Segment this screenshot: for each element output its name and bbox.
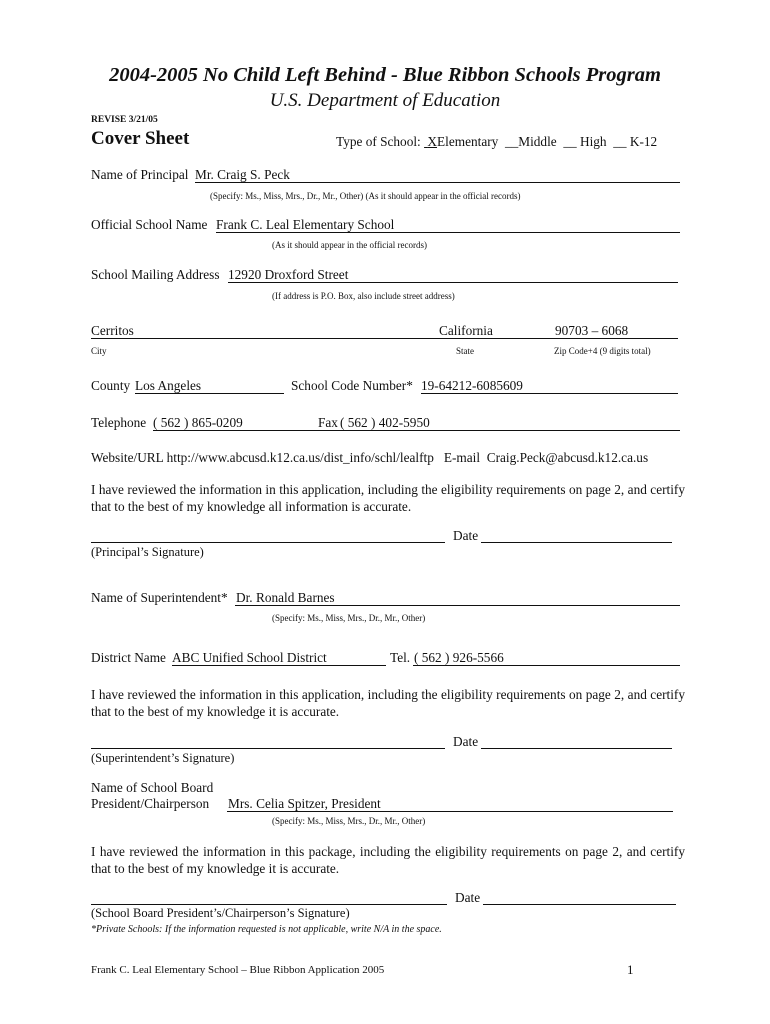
district-tel-label: Tel. xyxy=(390,650,411,665)
school-code-label: School Code Number* xyxy=(291,378,413,393)
district-field[interactable]: ABC Unified School District xyxy=(172,650,327,665)
superintendent-certification-text: I have reviewed the information in this application, including the eligibility requirements on page 2, and certify that to the best of my knowledge it is accurate. xyxy=(91,687,685,719)
district-label: District Name xyxy=(91,650,166,665)
mailing-address-label: School Mailing Address xyxy=(91,267,220,282)
superintendent-date-field[interactable] xyxy=(481,748,672,749)
superintendent-signature-label: (Superintendent’s Signature) xyxy=(91,751,235,765)
high-label: High xyxy=(579,134,607,149)
board-date-label: Date xyxy=(455,890,481,905)
school-name-field[interactable]: Frank C. Leal Elementary School xyxy=(216,217,395,232)
principal-date-field[interactable] xyxy=(481,542,672,543)
superintendent-label: Name of Superintendent* xyxy=(91,590,228,605)
telephone-field[interactable]: ( 562 ) 865-0209 xyxy=(153,415,243,430)
website-row xyxy=(91,450,648,466)
principal-label: Name of Principal xyxy=(91,167,189,182)
school-code-field[interactable]: 19-64212-6085609 xyxy=(421,378,523,393)
website-label: Website/URL xyxy=(91,450,164,465)
superintendent-field[interactable]: Dr. Ronald Barnes xyxy=(236,590,335,605)
city-label: City xyxy=(91,346,107,356)
private-schools-note: *Private Schools: If the information requested is not applicable, write N/A in the space. xyxy=(91,924,442,935)
principal-date-label: Date xyxy=(453,528,479,543)
board-president-field[interactable]: Mrs. Celia Spitzer, President xyxy=(228,796,381,811)
board-date-field[interactable] xyxy=(483,904,676,905)
zip-label: Zip Code+4 (9 digits total) xyxy=(554,346,651,356)
board-hint: (Specify: Ms., Miss, Mrs., Dr., Mr., Other) xyxy=(272,816,426,826)
principal-hint: (Specify: Ms., Miss, Mrs., Dr., Mr., Other) (As it should appear in the official records) xyxy=(210,191,521,201)
board-certification-text: I have reviewed the information in this package, including the eligibility requirements on page 2, and certify that to the best of my knowledge it is accurate. xyxy=(91,844,685,876)
superintendent-signature-field[interactable] xyxy=(91,748,445,749)
principal-signature-label: (Principal’s Signature) xyxy=(91,545,204,559)
middle-checkbox[interactable]: __ xyxy=(504,134,519,149)
middle-label: Middle xyxy=(518,134,557,149)
department-subtitle: U.S. Department of Education xyxy=(269,90,501,111)
fax-label: Fax xyxy=(318,415,338,430)
school-type-label: Type of School: xyxy=(336,134,421,149)
mailing-hint: (If address is P.O. Box, also include street address) xyxy=(272,291,455,301)
city-field[interactable]: Cerritos xyxy=(91,323,134,338)
elementary-checkbox[interactable]: X xyxy=(427,134,438,149)
board-signature-label: (School Board President’s/Chairperson’s Signature) xyxy=(91,906,350,920)
county-label: County xyxy=(91,378,131,393)
elementary-label: Elementary xyxy=(437,134,499,149)
school-name-label: Official School Name xyxy=(91,217,208,232)
k12-checkbox[interactable]: __ xyxy=(613,134,627,149)
mailing-address-field[interactable]: 12920 Droxford Street xyxy=(228,267,349,282)
school-type-row xyxy=(336,134,657,150)
footer-text: Frank C. Leal Elementary School – Blue Ribbon Application 2005 xyxy=(91,964,385,976)
board-signature-field[interactable] xyxy=(91,904,447,905)
k12-label: K-12 xyxy=(629,134,658,149)
fax-field[interactable]: ( 562 ) 402-5950 xyxy=(340,415,430,430)
revise-date: REVISE 3/21/05 xyxy=(91,115,158,125)
principal-field[interactable]: Mr. Craig S. Peck xyxy=(195,167,290,182)
high-checkbox[interactable]: __ xyxy=(563,134,577,149)
county-field[interactable]: Los Angeles xyxy=(135,378,202,393)
principal-certification-text: I have reviewed the information in this application, including the eligibility requirements on page 2, and certify that to the best of my knowledge all information is accurate. xyxy=(91,482,685,514)
zip-field[interactable]: 90703 – 6068 xyxy=(555,323,629,338)
cover-sheet-heading: Cover Sheet xyxy=(91,128,190,149)
email-label: E-mail xyxy=(443,450,481,465)
superintendent-date-label: Date xyxy=(453,734,479,749)
district-tel-field[interactable]: ( 562 ) 926-5566 xyxy=(414,650,504,665)
board-label-line1: Name of School Board xyxy=(91,780,214,795)
website-field[interactable]: http://www.abcusd.k12.ca.us/dist_info/schl/lealftp xyxy=(166,450,434,465)
school-name-hint: (As it should appear in the official records) xyxy=(272,240,428,250)
superintendent-hint: (Specify: Ms., Miss, Mrs., Dr., Mr., Other) xyxy=(272,613,426,623)
document-title: 2004-2005 No Child Left Behind - Blue Ribbon Schools Program xyxy=(109,64,661,86)
board-label-line2: President/Chairperson xyxy=(91,796,210,811)
state-label: State xyxy=(456,346,474,356)
page-number: 1 xyxy=(627,962,634,977)
email-field[interactable]: Craig.Peck@abcusd.k12.ca.us xyxy=(486,450,649,465)
telephone-label: Telephone xyxy=(91,415,147,430)
state-field[interactable]: California xyxy=(439,323,493,338)
principal-signature-field[interactable] xyxy=(91,542,445,543)
